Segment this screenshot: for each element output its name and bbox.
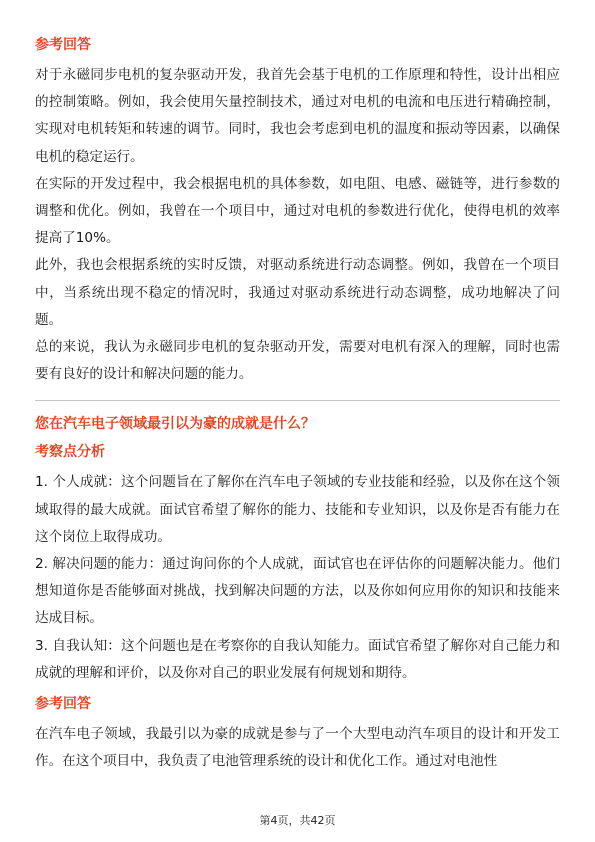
answer-paragraph: 对于永磁同步电机的复杂驱动开发，我首先会基于电机的工作原理和特性，设计出相应的控制策略。例如，我会使用矢量控制技术，通过对电机的电流和电压进行精确控制，实现对电机转矩和转速的调节。同时，我也会考虑到电机的温度和振动等因素，以确保电机的稳定运行。: [35, 67, 560, 165]
answer-paragraph: 在汽车电子领域，我最引以为豪的成就是参与了一个大型电动汽车项目的设计和开发工作。在这个项目中，我负责了电池管理系统的设计和优化工作。通过对电池性: [35, 726, 560, 770]
question-title: 您在汽车电子领域最引以为豪的成就是什么？: [35, 416, 315, 433]
section-heading: 参考回答: [35, 696, 91, 713]
page-number-footer: 第4页，共42页: [259, 814, 336, 827]
analysis-point: 2. 解决问题的能力：通过询问你的个人成就，面试官也在评估你的问题解决能力。他们想知道你是否能够面对挑战，找到解决问题的方法，以及你如何应用你的知识和技能来达成目标。: [35, 556, 560, 627]
answer-paragraph: 总的来说，我认为永磁同步电机的复杂驱动开发，需要对电机有深入的理解，同时也需要有良好的设计和解决问题的能力。: [35, 339, 560, 383]
answer-paragraph: 在实际的开发过程中，我会根据电机的具体参数，如电阻、电感、磁链等，进行参数的调整和优化。例如，我曾在一个项目中，通过对电机的参数进行优化，使得电机的效率提高了10%。: [35, 175, 560, 247]
analysis-point: 3. 自我认知：这个问题也是在考察你的自我认知能力。面试官希望了解你对自己能力和成就的理解和评价，以及你对自己的职业发展有何规划和期待。: [35, 637, 560, 681]
analysis-heading: 考察点分析: [35, 444, 105, 461]
reference-answer-section-1: [35, 34, 560, 388]
reference-answer-section-2: [35, 693, 560, 775]
section-divider: [35, 400, 560, 401]
answer-paragraph: 此外，我也会根据系统的实时反馈，对驱动系统进行动态调整。例如，我曾在一个项目中，当系统出现不稳定的情况时，我通过对驱动系统进行动态调整，成功地解决了问题。: [35, 257, 560, 328]
analysis-point: 1. 个人成就：这个问题旨在了解你在汽车电子领域的专业技能和经验，以及你在这个领域取得的最大成就。面试官希望了解你的能力、技能和专业知识，以及你是否有能力在这个岗位上取得成功。: [35, 474, 560, 545]
analysis-section: [35, 441, 560, 687]
section-heading: 参考回答: [35, 37, 91, 53]
page-content: [35, 34, 560, 775]
